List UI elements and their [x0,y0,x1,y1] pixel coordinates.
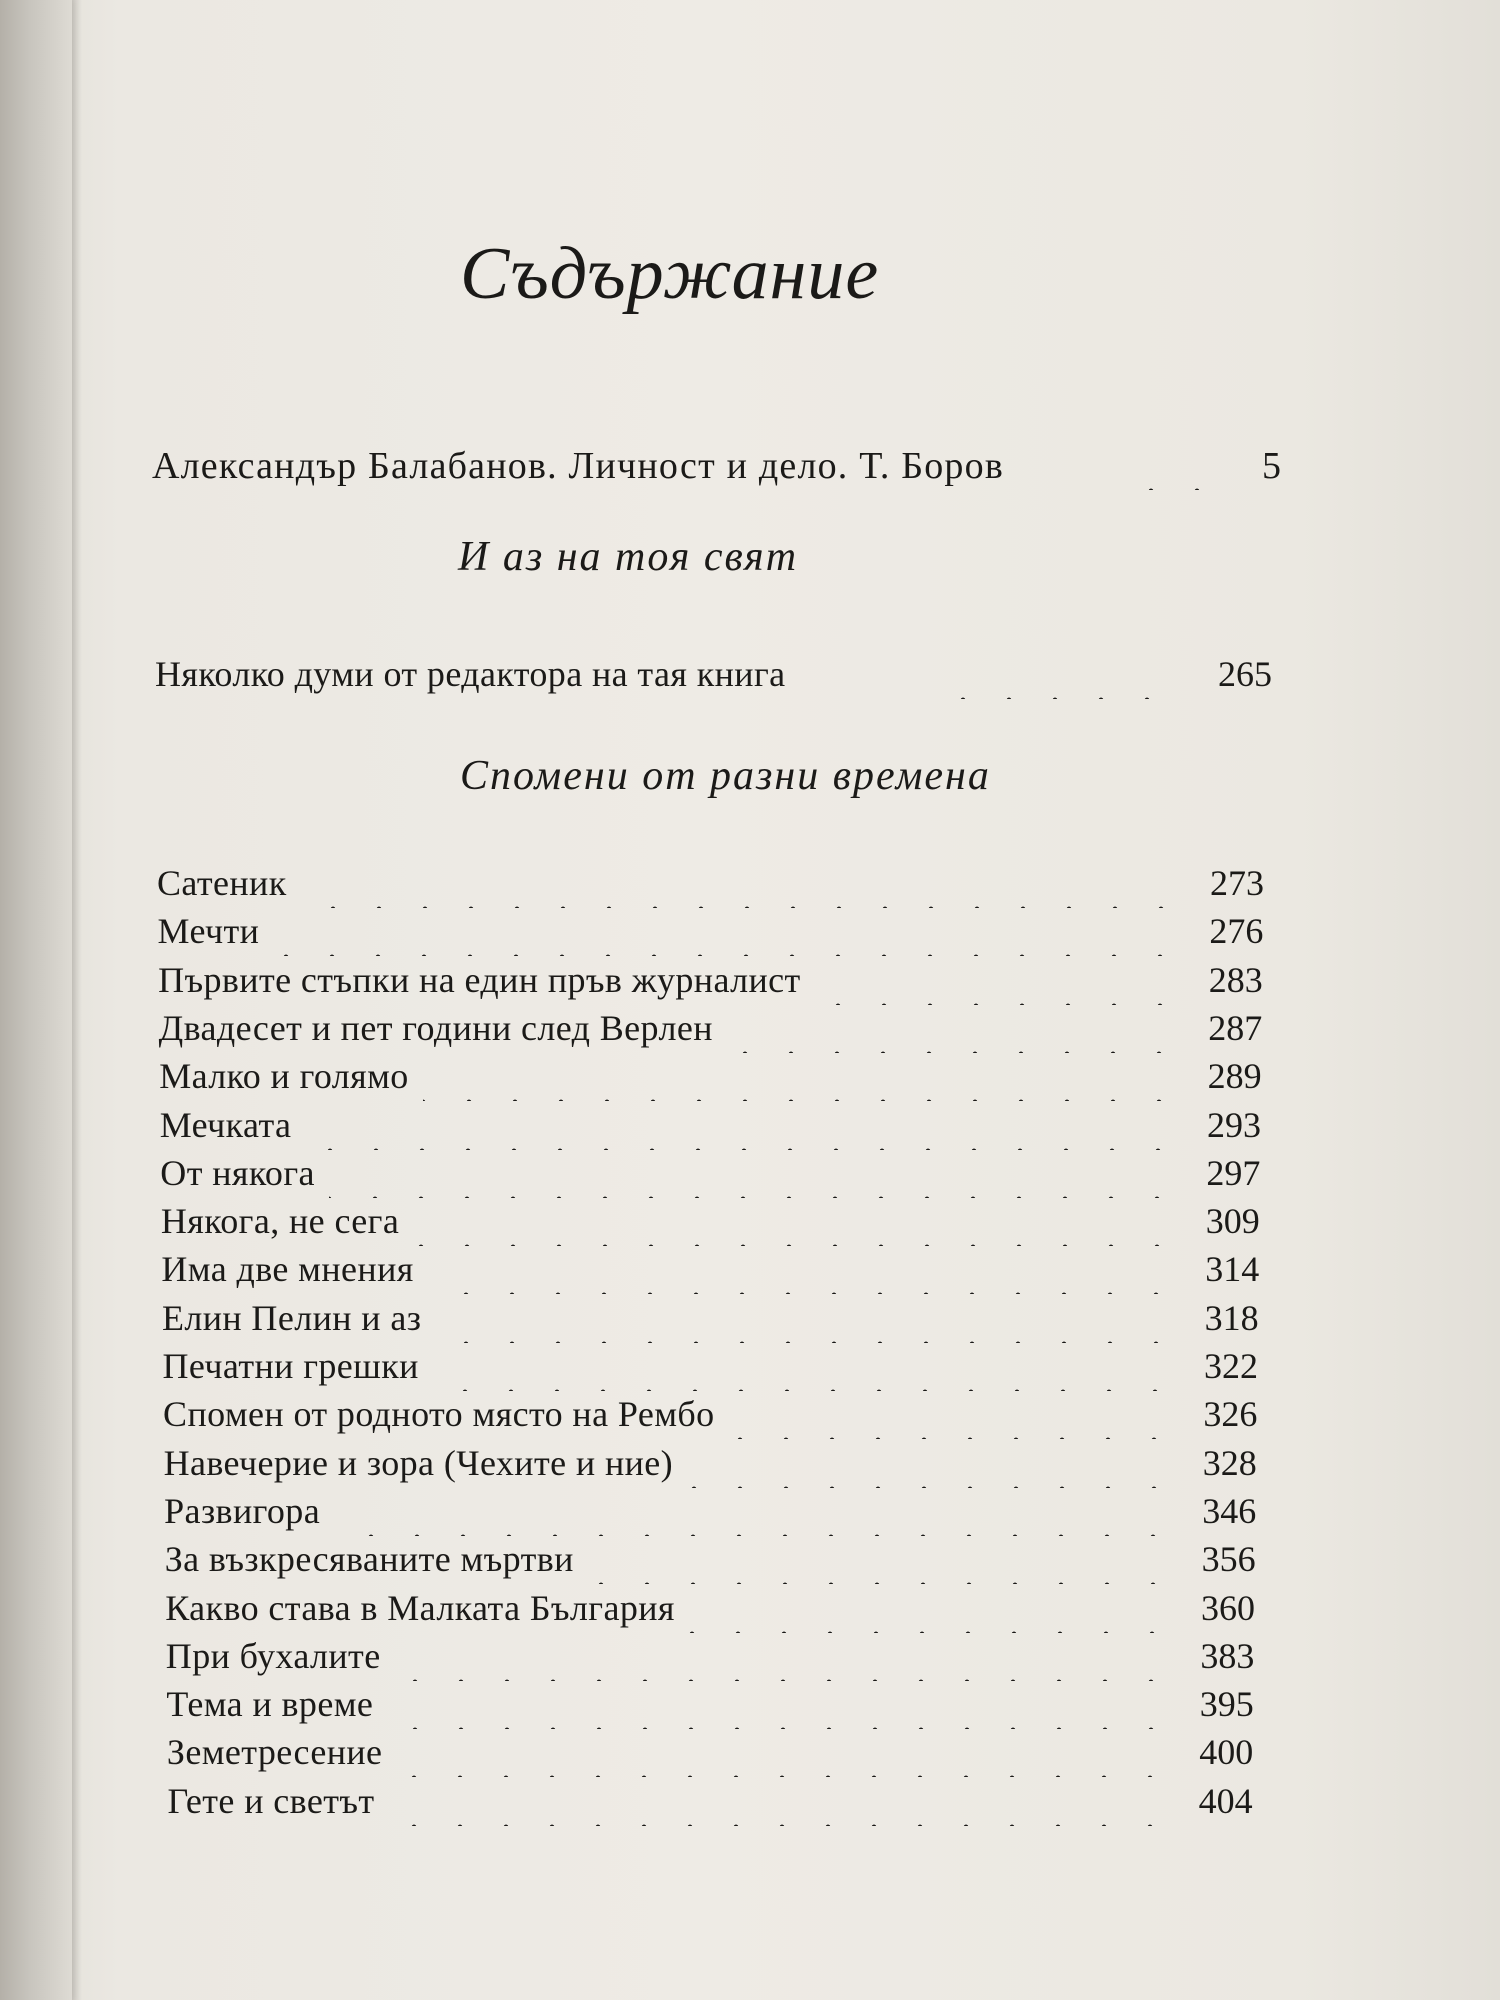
toc-entry-label: За възкресяваните мъртви [164,1539,574,1580]
dot-leader [1140,444,1220,490]
toc-entry [0,1297,1500,1343]
toc-entry-page: 383 [1200,1635,1255,1676]
toc-entry [0,1393,1500,1439]
toc-entry-label: Сатеник [157,863,287,903]
dot-leader [435,1297,1179,1343]
toc-entry-page: 293 [1207,1104,1261,1145]
dot-leader [728,1393,1177,1439]
toc-entry [0,1200,1500,1246]
toc-entry [0,1007,1500,1053]
toc-entry-page: 283 [1208,959,1263,1000]
toc-entry-label: Развигора [164,1490,321,1531]
toc-entry-intro [0,444,1500,490]
dot-leader [423,1055,1182,1101]
toc-entry-page: 346 [1202,1490,1257,1531]
toc-entry [0,959,1500,1005]
toc-entry-editor-note [0,653,1500,699]
dot-leader [387,1683,1174,1729]
toc-entry-page: 356 [1201,1539,1256,1580]
toc-entry-page: 318 [1204,1297,1259,1338]
toc-entry [0,1683,1500,1729]
toc-entry-label: При бухалите [165,1635,381,1676]
toc-entry-page: 309 [1205,1201,1260,1242]
toc-entry-page: 314 [1205,1249,1260,1290]
toc-entry-page: 287 [1208,1007,1263,1048]
toc-entry-page: 328 [1202,1442,1257,1483]
dot-leader [301,862,1184,908]
toc-entry-page: 404 [1198,1780,1253,1821]
toc-entry [0,1055,1500,1101]
toc-entry-page: 297 [1206,1152,1261,1193]
toc-entry-label: Мечти [157,911,260,952]
toc-entry [0,1152,1500,1198]
toc-entry-label: Спомен от родното място на Рембо [163,1394,715,1435]
dot-leader [395,1635,1174,1681]
dot-leader [413,1200,1180,1246]
dot-leader [397,1731,1173,1777]
toc-entry [0,1538,1500,1584]
toc-entry [0,1345,1500,1391]
page-title: Съдържание [460,233,880,315]
dot-leader [689,1587,1175,1633]
toc-entry-page: 360 [1201,1587,1255,1628]
toc-entry-page: 322 [1204,1346,1258,1386]
toc-entry [0,1635,1500,1681]
toc-entry-label: От някога [160,1152,315,1193]
toc-entry-page: 395 [1199,1684,1254,1725]
toc-entry [0,1731,1500,1777]
dot-leader [388,1780,1173,1826]
toc-entry-label: Гете и светът [167,1780,375,1821]
toc-entry [0,862,1500,908]
dot-leader [427,1248,1179,1294]
dot-leader [433,1345,1178,1391]
dot-leader [940,653,1170,699]
toc-entry-label: Някога, не сега [160,1201,400,1242]
toc-entry [0,1780,1500,1826]
toc-entry-label: Тема и време [166,1684,374,1725]
toc-entry-page: 5 [1262,445,1281,487]
dot-leader [274,910,1183,956]
toc-entry-page: 276 [1209,911,1264,952]
toc-entry-label: Александър Балабанов. Личност и дело. Т. Боров [152,445,1004,487]
toc-entry-page: 273 [1210,863,1264,903]
toc-entry-label: Първите стъпки на един пръв журналист [158,959,801,1000]
section-heading-2: Спомени от разни времена [460,753,991,799]
toc-entry-label: Малко и голямо [159,1056,409,1097]
toc-entry-label: Печатни грешки [162,1346,419,1386]
toc-entry-label: Мечката [159,1104,292,1145]
toc-entry-page: 265 [1218,654,1272,694]
dot-leader [588,1538,1176,1584]
toc-entry [0,1490,1500,1536]
dot-leader [687,1442,1177,1488]
toc-entry [0,1248,1500,1294]
dot-leader [815,959,1183,1005]
dot-leader [329,1152,1180,1198]
section-heading-1: И аз на тоя свят [458,534,799,580]
toc-entry [0,1104,1500,1150]
toc-entry-label: Двадесет и пет години след Верлен [158,1007,713,1048]
dot-leader [306,1104,1181,1150]
dot-leader [727,1007,1182,1053]
toc-entry-label: Няколко думи от редактора на тая книга [155,654,786,694]
toc-entry-label: Навечерие и зора (Чехите и ние) [163,1442,674,1483]
toc-entry-label: Земетресение [166,1732,383,1773]
toc-entry-label: Елин Пелин и аз [161,1297,422,1338]
toc-entry-label: Има две мнения [161,1249,414,1290]
toc-entry [0,910,1500,956]
toc-entry-label: Какво става в Малката България [165,1587,675,1628]
toc-entry-page: 289 [1207,1056,1262,1097]
toc-entry [0,1442,1500,1488]
toc-entry-page: 400 [1199,1732,1254,1773]
dot-leader [334,1490,1176,1536]
toc-entry-page: 326 [1203,1394,1258,1435]
toc-entry [0,1587,1500,1633]
